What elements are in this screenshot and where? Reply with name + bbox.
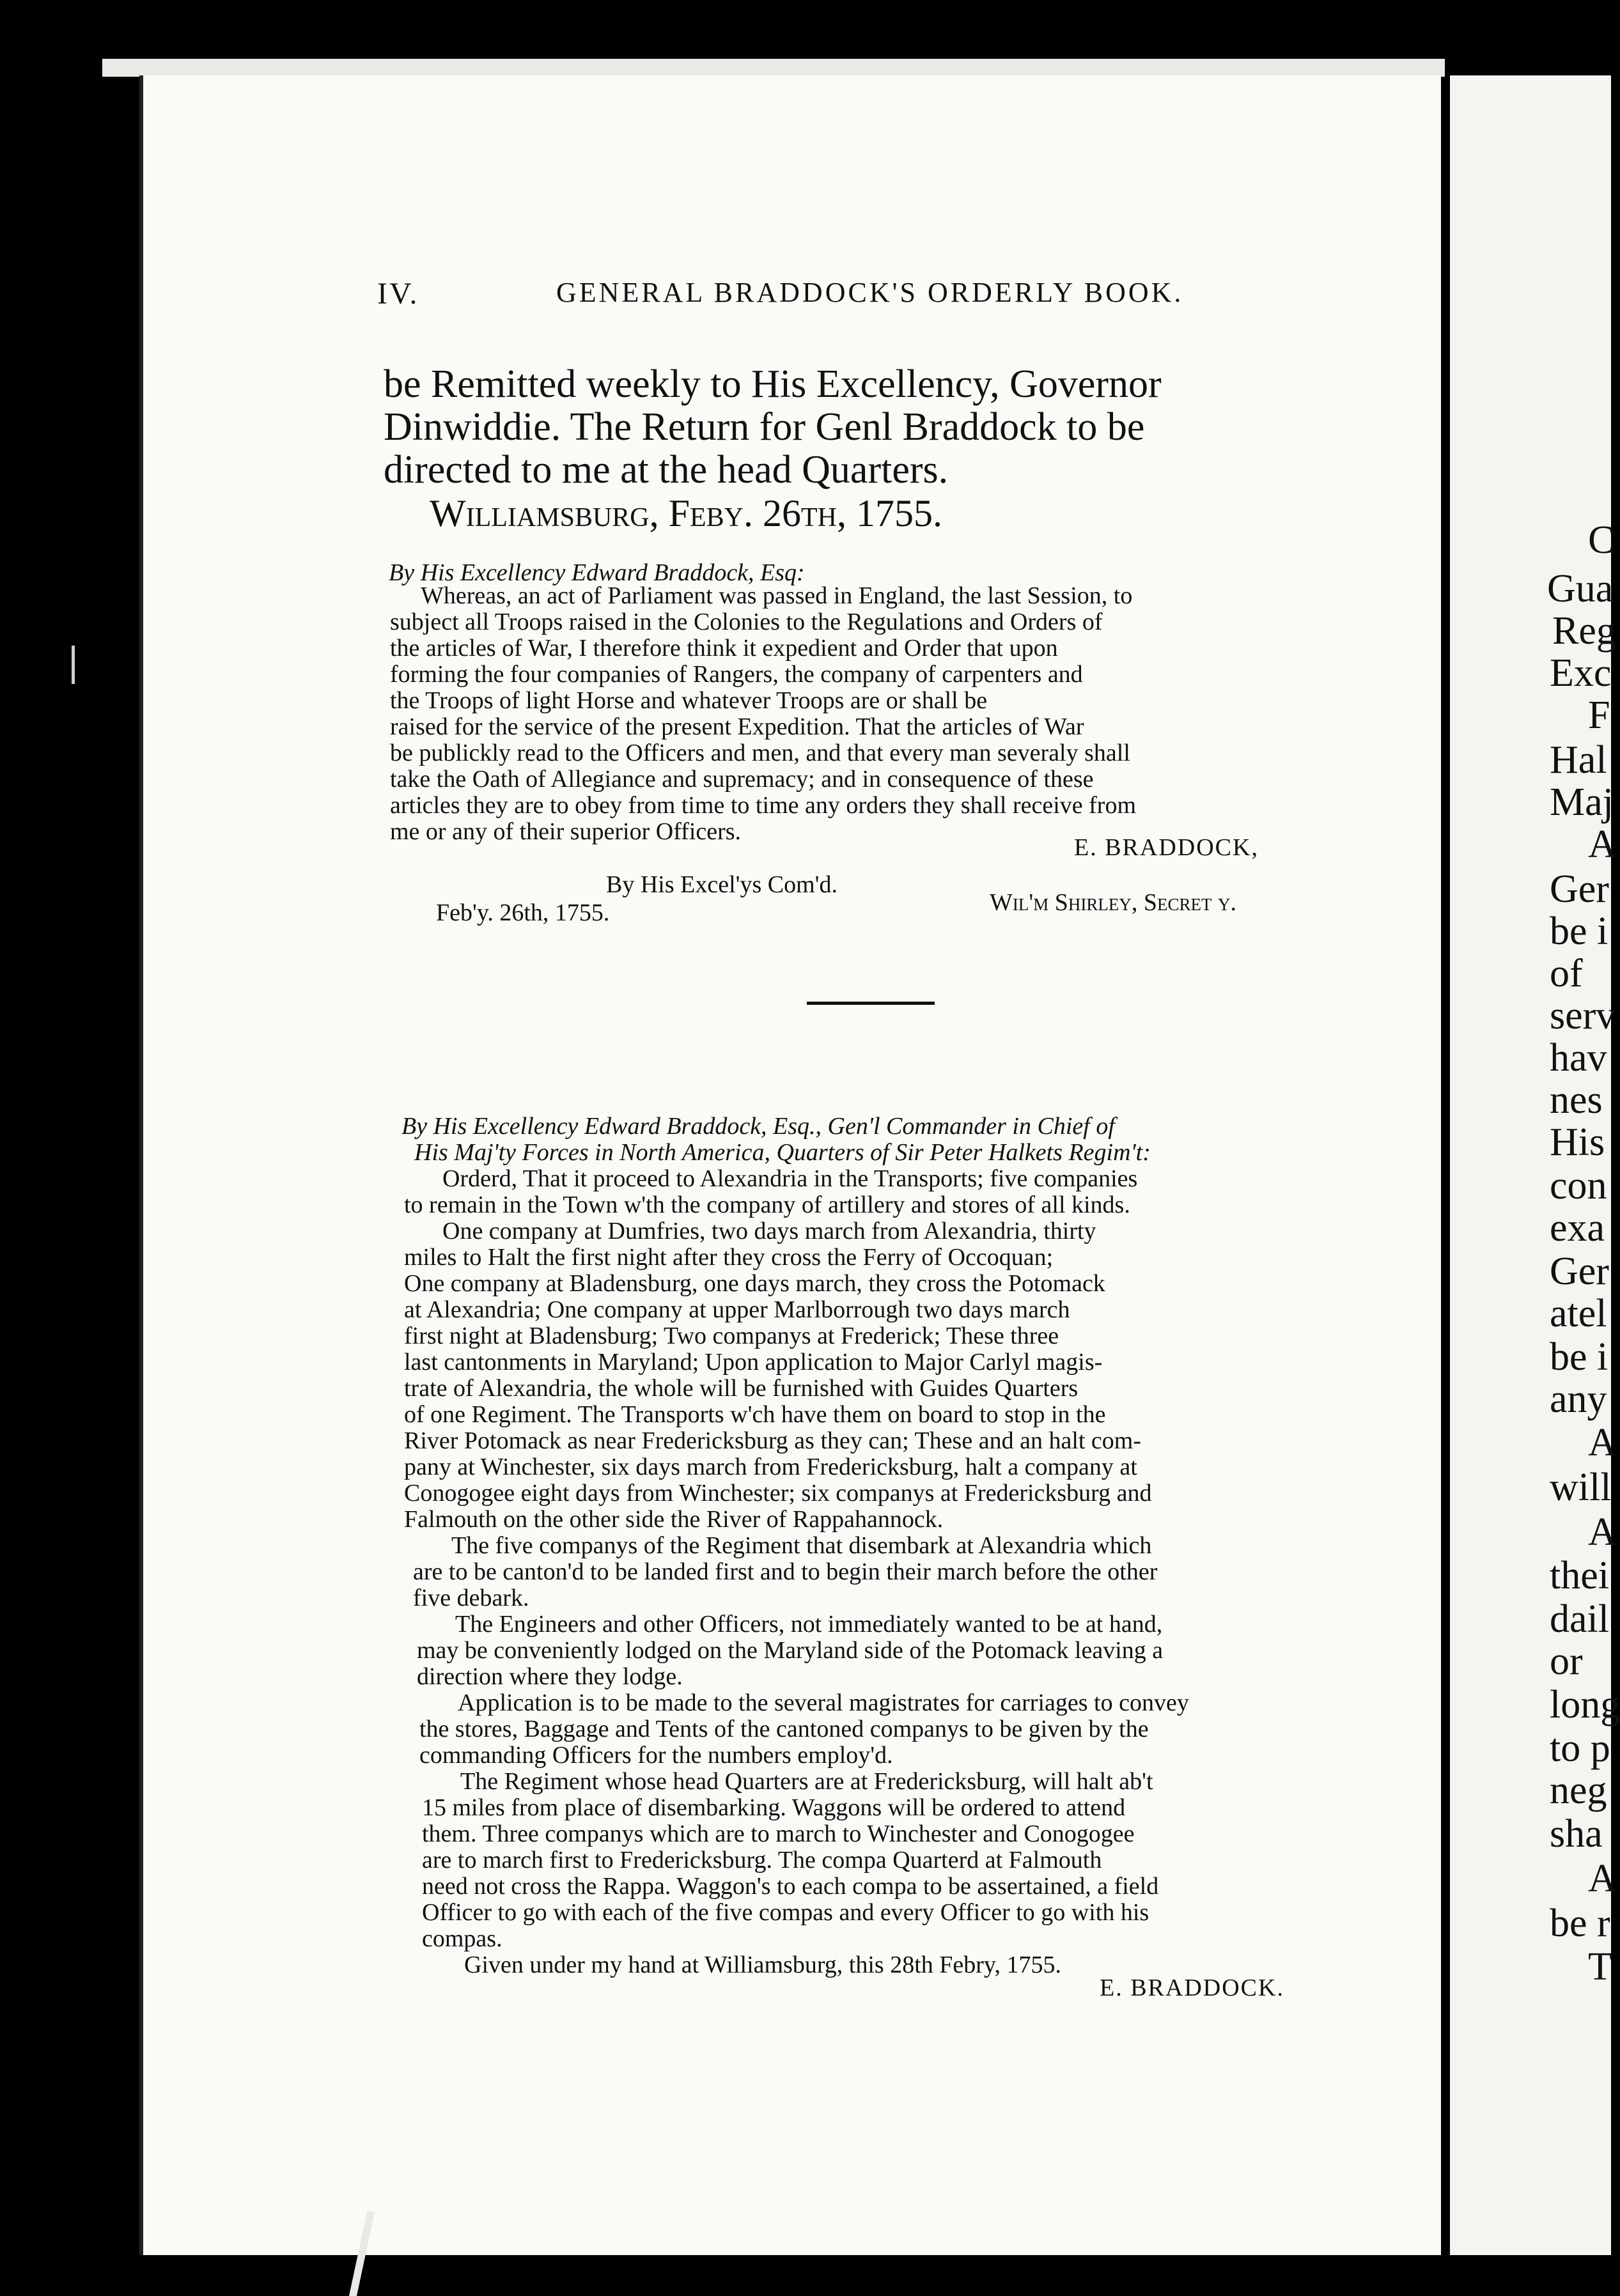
opening-line: be Remitted weekly to His Excellency, Governor bbox=[384, 362, 1162, 406]
order-text-line: The Regiment whose head Quarters are at Fredericksburg, will halt ab't bbox=[460, 1768, 1153, 1795]
order-text-line: last cantonments in Maryland; Upon application to Major Carlyl magis- bbox=[404, 1349, 1103, 1376]
order-text-line: five debark. bbox=[413, 1585, 529, 1611]
page-number: IV. bbox=[377, 277, 419, 311]
facing-page-fragment: to p bbox=[1550, 1726, 1610, 1770]
facing-page-fragment: sha bbox=[1550, 1812, 1603, 1856]
order-text-line: 15 miles from place of disembarking. Waggons will be ordered to attend bbox=[422, 1794, 1126, 1821]
order-heading: By His Excellency Edward Braddock, Esq: bbox=[389, 559, 805, 586]
running-title: GENERAL BRADDOCK'S ORDERLY BOOK. bbox=[556, 277, 1184, 308]
dateline: Williamsburg, Feby. 26th, 1755. bbox=[430, 492, 942, 534]
order-heading: His Maj'ty Forces in North America, Quarters of Sir Peter Halkets Regim't: bbox=[414, 1139, 1151, 1166]
opening-line: directed to me at the head Quarters. bbox=[384, 448, 949, 492]
section-divider bbox=[807, 1002, 935, 1005]
facing-page-fragment: of bbox=[1550, 952, 1583, 995]
order-text-line: One company at Dumfries, two days march from Alexandria, thirty bbox=[442, 1218, 1096, 1245]
order-text-line: Falmouth on the other side the River of Rappahannock. bbox=[404, 1506, 944, 1533]
order-text-line: of one Regiment. The Transports w'ch have them on board to stop in the bbox=[404, 1401, 1106, 1428]
order-text-line: forming the four companies of Rangers, the company of carpenters and bbox=[390, 661, 1083, 688]
order-date: Feb'y. 26th, 1755. bbox=[436, 899, 610, 926]
order-text-line: may be conveniently lodged on the Maryland side of the Potomack leaving a bbox=[417, 1637, 1164, 1664]
order-text-line: commanding Officers for the numbers employ'd. bbox=[419, 1742, 893, 1769]
facing-page-fragment: thei bbox=[1550, 1554, 1609, 1597]
order-text-line: miles to Halt the first night after they cross the Ferry of Occoquan; bbox=[404, 1244, 1054, 1271]
facing-page-fragment: Gua bbox=[1547, 567, 1614, 610]
order-text-line: The five companys of the Regiment that disembark at Alexandria which bbox=[451, 1532, 1152, 1559]
facing-page-fragment: Hal bbox=[1550, 738, 1607, 782]
order-text-line: the Troops of light Horse and whatever Troops are or shall be bbox=[390, 687, 988, 714]
opening-line: Dinwiddie. The Return for Genl Braddock to be bbox=[384, 405, 1145, 449]
order-text-line: them. Three companys which are to march to Winchester and Conogogee bbox=[422, 1820, 1135, 1847]
order-text-line: need not cross the Rappa. Waggon's to each compa to be assertained, a field bbox=[422, 1873, 1159, 1900]
facing-page-fragment: be i bbox=[1550, 910, 1608, 953]
facing-page-fragment: Maj bbox=[1550, 780, 1614, 824]
facing-page-fragment: be i bbox=[1550, 1335, 1608, 1379]
order-text-line: subject all Troops raised in the Colonies to the Regulations and Orders of bbox=[390, 609, 1103, 635]
facing-page-fragment: Exc bbox=[1550, 651, 1612, 695]
order-text-line: take the Oath of Allegiance and supremacy; and in consequence of these bbox=[390, 766, 1094, 793]
signature: E. BRADDOCK, bbox=[1074, 834, 1259, 861]
order-text-line: be publickly read to the Officers and men, and that every man severaly shall bbox=[390, 740, 1130, 766]
order-text-line: Given under my hand at Williamsburg, this 28th Febry, 1755. bbox=[464, 1951, 1061, 1978]
facing-page-fragment: con bbox=[1550, 1164, 1607, 1207]
order-text-line: Orderd, That it proceed to Alexandria in the Transports; five companies bbox=[442, 1165, 1138, 1192]
order-text-line: River Potomack as near Fredericksburg as they can; These and an halt com- bbox=[404, 1427, 1142, 1454]
facing-page-fragment: exa bbox=[1550, 1206, 1605, 1250]
margin-mark bbox=[72, 646, 75, 684]
facing-page-fragment: A bbox=[1588, 1510, 1617, 1554]
facing-page-fragment: Ger bbox=[1550, 867, 1609, 911]
facing-page-fragment: dail bbox=[1550, 1597, 1609, 1641]
order-text-line: me or any of their superior Officers. bbox=[390, 818, 742, 845]
order-text-line: Officer to go with each of the five compas and every Officer to go with his bbox=[422, 1899, 1149, 1926]
order-text-line: Conogogee eight days from Winchester; six companys at Fredericksburg and bbox=[404, 1480, 1152, 1507]
facing-page-fragment: Ger bbox=[1550, 1250, 1609, 1293]
facing-page-fragment: F bbox=[1588, 694, 1610, 737]
order-text-line: One company at Bladensburg, one days march, they cross the Potomack bbox=[404, 1270, 1105, 1297]
order-text-line: The Engineers and other Officers, not immediately wanted to be at hand, bbox=[455, 1611, 1163, 1638]
order-text-line: Application is to be made to the several magistrates for carriages to convey bbox=[458, 1689, 1189, 1716]
facing-page-fragment: A bbox=[1588, 1421, 1617, 1464]
facing-page-fragment: long bbox=[1550, 1683, 1620, 1726]
facing-page-fragment: or bbox=[1550, 1640, 1583, 1683]
order-text-line: are to be canton'd to be landed first and to begin their march before the other bbox=[413, 1558, 1158, 1585]
facing-page-fragment: Reg bbox=[1552, 609, 1616, 653]
facing-page-fragment: C bbox=[1588, 518, 1615, 562]
order-text-line: pany at Winchester, six days march from Fredericksburg, halt a company at bbox=[404, 1454, 1137, 1480]
secretary-signature: Wil'm Shirley, Secret y. bbox=[990, 889, 1236, 916]
order-text-line: Whereas, an act of Parliament was passed in England, the last Session, to bbox=[421, 582, 1133, 609]
facing-page-fragment: A bbox=[1588, 1857, 1617, 1900]
facing-page-fragment: T bbox=[1588, 1945, 1612, 1989]
command-line: By His Excel'ys Com'd. bbox=[606, 871, 838, 898]
order-text-line: raised for the service of the present Expedition. That the articles of War bbox=[390, 713, 1084, 740]
order-text-line: are to march first to Fredericksburg. The compa Quarterd at Falmouth bbox=[422, 1847, 1102, 1873]
facing-page-fragment: atel bbox=[1550, 1292, 1607, 1335]
order-text-line: articles they are to obey from time to time any orders they shall receive from bbox=[390, 792, 1137, 819]
order-text-line: direction where they lodge. bbox=[417, 1663, 683, 1690]
order-text-line: compas. bbox=[422, 1925, 502, 1952]
order-text-line: trate of Alexandria, the whole will be furnished with Guides Quarters bbox=[404, 1375, 1079, 1402]
order-text-line: to remain in the Town w'th the company of artillery and stores of all kinds. bbox=[404, 1191, 1130, 1218]
page-edge bbox=[102, 59, 1445, 77]
facing-page-fragment: any bbox=[1550, 1377, 1607, 1421]
facing-page-fragment: be r bbox=[1550, 1902, 1610, 1945]
facing-page-fragment: neg bbox=[1550, 1769, 1607, 1812]
facing-page-fragment: serv bbox=[1550, 994, 1616, 1037]
facing-page-fragment: hav bbox=[1550, 1036, 1607, 1080]
order-text-line: the articles of War, I therefore think it expedient and Order that upon bbox=[390, 635, 1058, 662]
order-heading: By His Excellency Edward Braddock, Esq., Gen'l Commander in Chief of bbox=[401, 1113, 1115, 1140]
facing-page-fragment: His bbox=[1550, 1121, 1605, 1164]
signature: E. BRADDOCK. bbox=[1100, 1974, 1284, 2001]
order-text-line: the stores, Baggage and Tents of the cantoned companys to be given by the bbox=[419, 1716, 1149, 1742]
order-text-line: first night at Bladensburg; Two companys at Frederick; These three bbox=[404, 1323, 1059, 1349]
facing-page-fragment: nes bbox=[1550, 1078, 1603, 1122]
facing-page-fragment: will bbox=[1550, 1466, 1612, 1509]
order-text-line: at Alexandria; One company at upper Marlborrough two days march bbox=[404, 1296, 1070, 1323]
facing-page-fragment: A bbox=[1588, 823, 1617, 866]
